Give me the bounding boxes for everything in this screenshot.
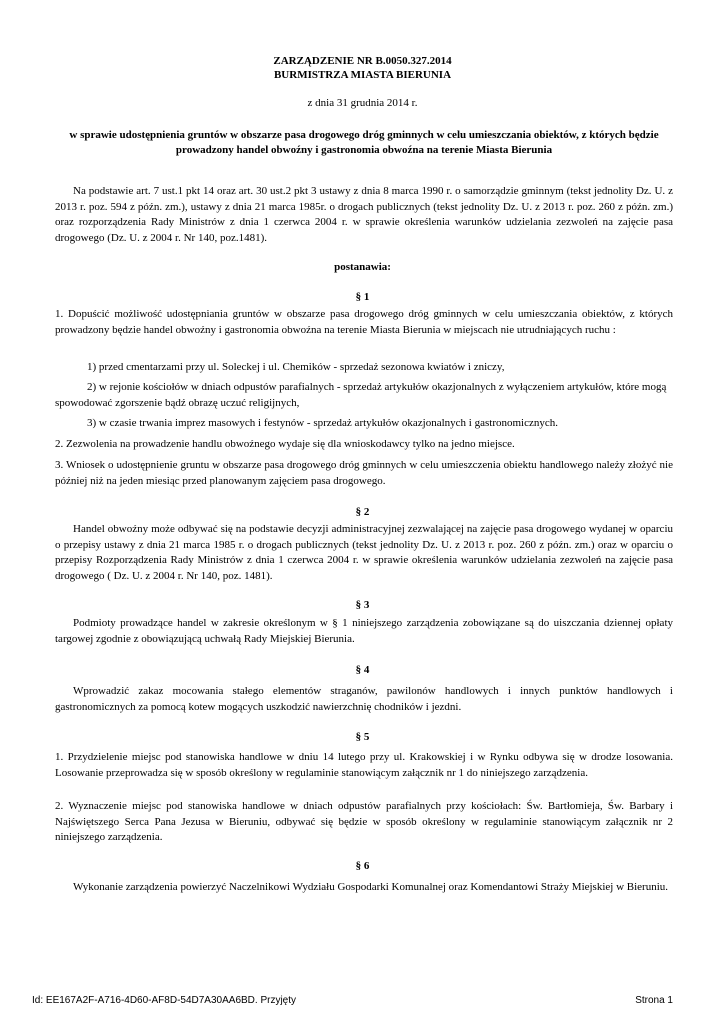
section-3-paragraph: Podmioty prowadzące handel w zakresie określonym w § 1 niniejszego zarządzenia zobowiązane są do uiszczania dziennej opłaty targowej zgodnie z obowiązującą uchwałą Rady Miejskiej Bierunia.: [55, 617, 673, 645]
section-2-paragraph: Handel obwoźny może odbywać się na podstawie decyzji administracyjnej zezwalającej na zajęcie pasa drogowego wydanej w oparciu o przepisy ustawy z dnia 21 marca 1985 r. o drogach publicznych (tekst jednolity Dz. U. z 2013 r. poz. 260 z późn. zm.) oraz w oparciu o przepisy Rozporządzenia Rady Ministrów z dnia 1 czerwca 2004 r. w sprawie określenia warunków udzielania zezwoleń na zajęcie pasa drogowego ( Dz. U. z 2004 r. Nr 140, poz. 1481).: [55, 523, 673, 582]
section-4-heading: § 4: [355, 664, 370, 676]
page-footer: [32, 995, 673, 1006]
section-6-paragraph: Wykonanie zarządzenia powierzyć Naczelnikowi Wydziału Gospodarki Komunalnej oraz Komendantowi Straży Miejskiej w Bieruniu.: [73, 881, 669, 893]
section-2-heading: § 2: [355, 506, 370, 518]
document-date: z dnia 31 grudnia 2014 r.: [307, 97, 418, 109]
section-3-heading: § 3: [355, 599, 370, 611]
document-id: Id: EE167A2F-A716-4D60-AF8D-54D7A30AA6BD. Przyjęty: [32, 995, 297, 1006]
page-number: Strona 1: [635, 995, 673, 1006]
section-5-heading: § 5: [355, 731, 370, 743]
document-title: [0, 54, 725, 82]
section-5-paragraph-2: 2. Wyznaczenie miejsc pod stanowiska handlowe w dniach odpustów parafialnych przy kościołach: Św. Bartłomieja, Św. Barbary i Najświętszego Serca Pana Jezusa w Bieruniu, odbywać się będzie w sposób określony w regulaminie stanowiącym załącznik nr 2 niniejszego zarządzenia.: [55, 800, 673, 843]
section-1-paragraph-1: 1. Dopuścić możliwość udostępniania gruntów w obszarze pasa drogowego dróg gminnych w celu umieszczania obiektów, z których prowadzony będzie handel obwoźny i gastronomia obwoźna na terenie Miasta Bierunia w miejscach nie utrudniających ruchu :: [55, 308, 673, 336]
section-1-paragraph-3: 3. Wniosek o udostępnienie gruntu w obszarze pasa drogowego dróg gminnych w celu umieszczenia obiektu handlowego należy złożyć nie później niż na jeden miesiąc przed planowanym zajęciem pasa drogowego.: [55, 459, 673, 487]
section-4-paragraph: Wprowadzić zakaz mocowania stałego elementów straganów, pawilonów handlowych i innych punktów handlowych i gastronomicznych za pomocą kotew mogących uszkodzić nawierzchnię chodników i jezdni.: [55, 685, 673, 713]
section-1-heading: § 1: [355, 291, 370, 303]
section-6-heading: § 6: [355, 860, 370, 872]
title-line-1: ZARZĄDZENIE NR B.0050.327.2014: [273, 55, 452, 67]
section-1-paragraph-2: 2. Zezwolenia na prowadzenie handlu obwoźnego wydaje się dla wnioskodawcy tylko na jedno miejsce.: [55, 438, 515, 450]
section-1-item-1: 1) przed cmentarzami przy ul. Soleckej i ul. Chemików - sprzedaż sezonowa kwiatów i zniczy,: [87, 361, 505, 373]
title-line-2: BURMISTRZA MIASTA BIERUNIA: [273, 69, 452, 81]
section-5-paragraph-1: 1. Przydzielenie miejsc pod stanowiska handlowe w dniu 14 lutego przy ul. Krakowskiej i w Rynku odbywa się w drodze losowania. Losowanie przeprowadza się w sposób określony w regulaminie stanowiącym załącznik nr 1 do niniejszego zarządzenia.: [55, 751, 673, 779]
decides-heading: postanawia:: [334, 261, 391, 273]
document-subject: w sprawie udostępnienia gruntów w obszarze pasa drogowego dróg gminnych w celu umieszczania obiektów, z których będzie prowadzony handel obwoźny i gastronomia obwoźna na terenie Miasta Bierunia: [69, 129, 659, 156]
section-1-item-3: 3) w czasie trwania imprez masowych i festynów - sprzedaż artykułów okazjonalnych i gastronomicznych.: [87, 417, 559, 429]
preamble: Na podstawie art. 7 ust.1 pkt 14 oraz art. 30 ust.2 pkt 3 ustawy z dnia 8 marca 1990 r. o samorządzie gminnym (tekst jednolity Dz. U. z 2013 r. poz. 594 z późn. zm.), ustawy z dnia 21 marca 1985r. o drogach publicznych (tekst jednolity Dz. U. z 2013 r. poz. 260 z późn. zm.) oraz rozporządzenia Rady Ministrów z dnia 1 czerwca 2004 r. w sprawie określenia warunków udzielania zezwoleń na zajęcie pasa drogowego (Dz. U. z 2004 r. Nr 140, poz.1481).: [55, 185, 673, 244]
section-1-item-2: 2) w rejonie kościołów w dniach odpustów parafialnych - sprzedaż artykułów okazjonalnych z wyłączeniem artykułów, które mogą spowodować zgorszenie bądź obrazę uczuć religijnych,: [55, 381, 667, 409]
